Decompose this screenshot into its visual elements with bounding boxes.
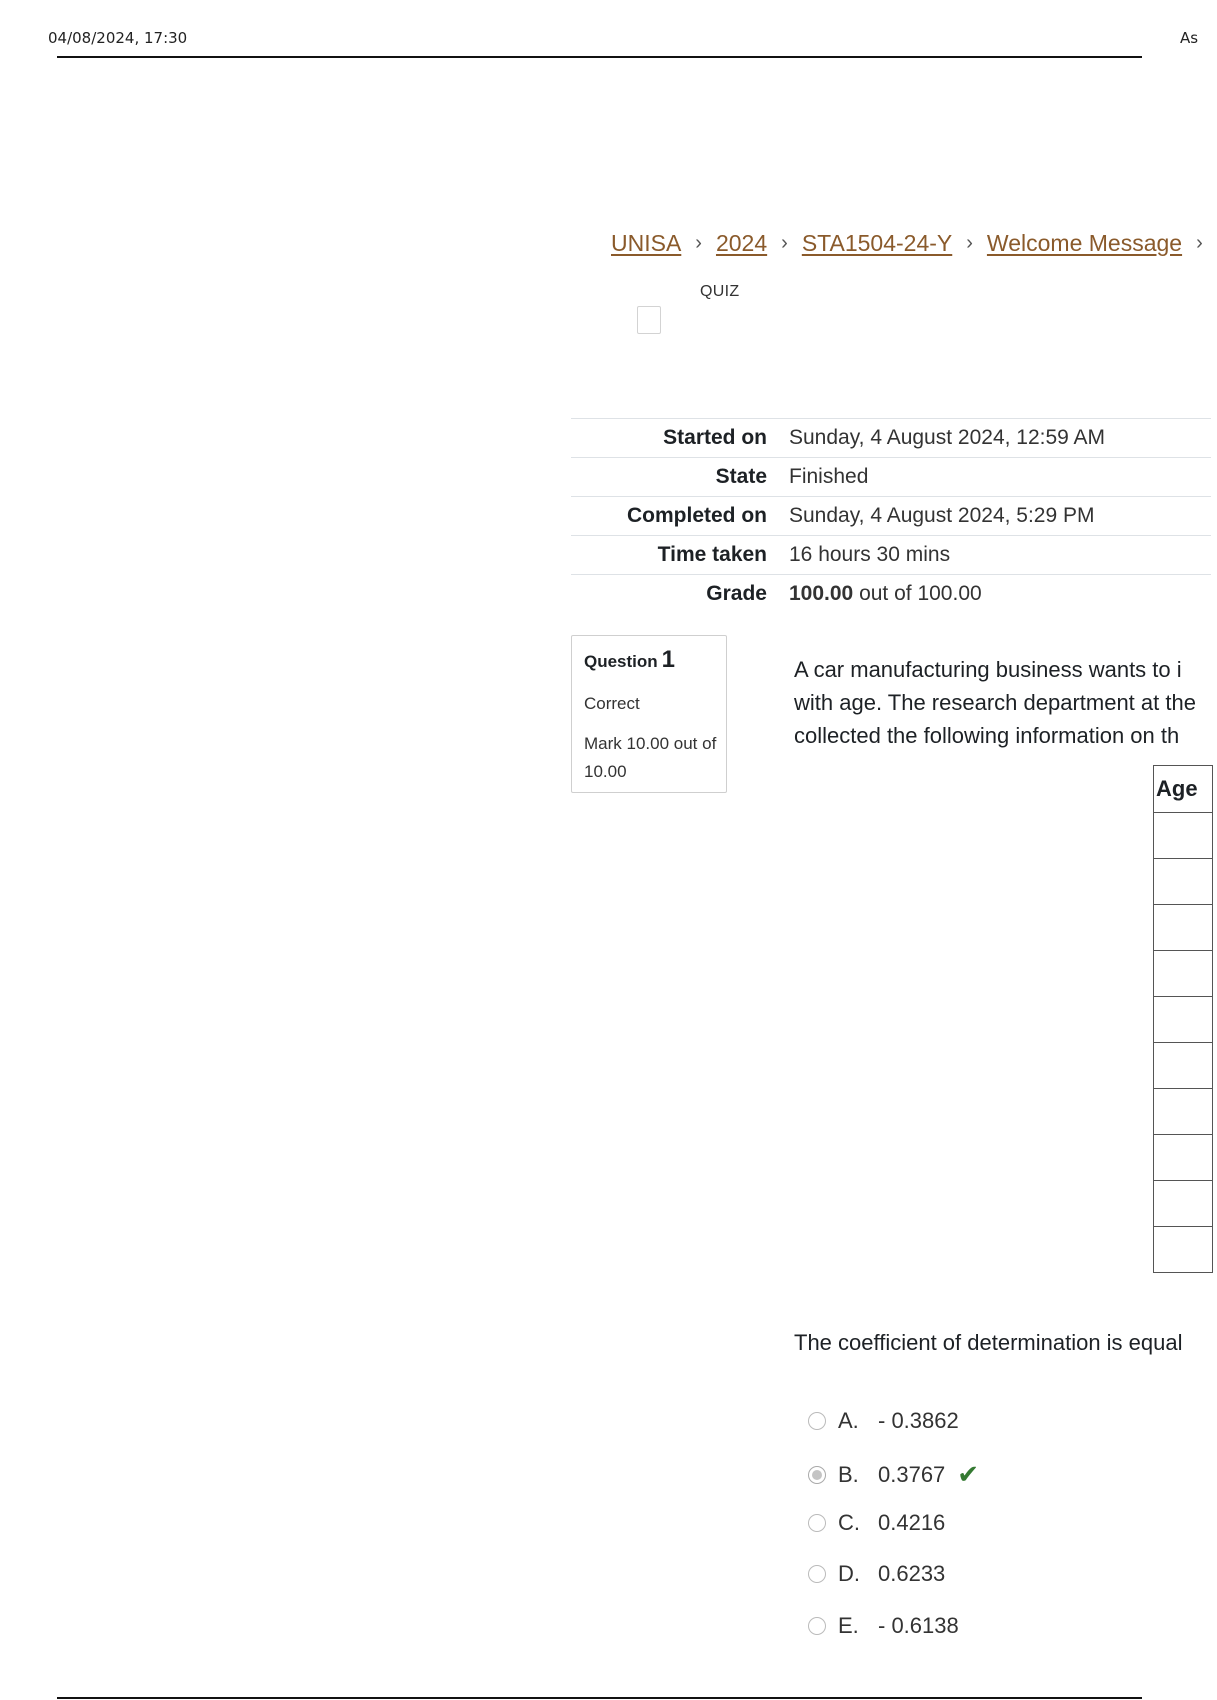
answer-value: - 0.6138: [878, 1613, 959, 1638]
answer-option-b[interactable]: [808, 1459, 979, 1490]
table-row: [1154, 1181, 1213, 1227]
question-label: Question: [584, 652, 658, 671]
answer-value: 0.4216: [878, 1510, 946, 1535]
table-row: [1154, 1135, 1213, 1181]
summary-label: Completed on: [627, 504, 767, 527]
answer-option-d[interactable]: [808, 1561, 945, 1587]
summary-value: [789, 575, 1211, 614]
table-row: [1154, 997, 1213, 1043]
summary-row-started: [571, 419, 1211, 458]
answer-value: - 0.3862: [878, 1408, 959, 1433]
radio-button[interactable]: [808, 1412, 826, 1430]
question-info-box: [571, 635, 727, 793]
footer-divider: [57, 1697, 1142, 1699]
table-row: [1154, 1089, 1213, 1135]
summary-value: Finished: [789, 465, 869, 488]
question-text-line: A car manufacturing business wants to i: [794, 657, 1182, 682]
question-text-line: collected the following information on th: [794, 723, 1180, 748]
answer-letter: E.: [838, 1613, 859, 1638]
question-text-line: with age. The research department at the: [794, 690, 1196, 715]
summary-label: State: [715, 465, 767, 488]
answer-letter: D.: [838, 1561, 860, 1586]
table-row: [1154, 951, 1213, 997]
check-icon: ✔: [957, 1459, 980, 1489]
summary-row-grade: [571, 575, 1211, 614]
breadcrumb-link-unisa[interactable]: UNISA: [611, 230, 682, 256]
table-row: [1154, 813, 1213, 859]
question-text: [794, 653, 1214, 752]
breadcrumb: [611, 230, 1217, 257]
radio-button[interactable]: [808, 1565, 826, 1583]
table-row: [1154, 859, 1213, 905]
summary-row-time-taken: [571, 536, 1211, 575]
summary-value: Sunday, 4 August 2024, 12:59 AM: [789, 426, 1106, 449]
question-mark: Mark 10.00 out of 10.00: [584, 734, 717, 781]
table-row: [1154, 1043, 1213, 1089]
header-divider: [57, 56, 1142, 58]
grade-score: 100.00: [789, 582, 854, 605]
summary-value: Sunday, 4 August 2024, 5:29 PM: [789, 504, 1095, 527]
question-number: [584, 646, 675, 674]
grade-total: out of 100.00: [853, 582, 982, 605]
print-page-title: As: [1180, 29, 1199, 47]
radio-dot: [812, 1470, 822, 1480]
table-row: [1154, 1227, 1213, 1273]
radio-button[interactable]: [808, 1617, 826, 1635]
table-row: [1154, 905, 1213, 951]
breadcrumb-link-section[interactable]: Welcome Message: [986, 230, 1183, 256]
activity-type-label: QUIZ: [700, 283, 740, 300]
question-prompt: The coefficient of determination is equal: [794, 1330, 1183, 1355]
summary-row-state: [571, 458, 1211, 497]
question-number-value: 1: [661, 646, 676, 673]
breadcrumb-link-course[interactable]: STA1504-24-Y: [801, 230, 953, 256]
quiz-icon: [637, 306, 661, 334]
attempt-summary-table: [571, 418, 1211, 613]
data-table: [1153, 765, 1213, 1273]
print-datetime: 04/08/2024, 17:30: [48, 29, 188, 47]
answer-value: 0.3767: [878, 1461, 946, 1487]
radio-button[interactable]: [808, 1514, 826, 1532]
answer-option-a[interactable]: [808, 1408, 959, 1434]
answer-option-c[interactable]: [808, 1510, 945, 1536]
chevron-right-icon: ›: [781, 232, 788, 254]
summary-label: Time taken: [657, 543, 767, 566]
answer-letter: A.: [838, 1408, 859, 1433]
chevron-right-icon: ›: [1196, 232, 1203, 254]
radio-button-selected[interactable]: [808, 1466, 826, 1484]
summary-value: 16 hours 30 mins: [789, 543, 951, 566]
answer-value: 0.6233: [878, 1561, 946, 1586]
chevron-right-icon: ›: [695, 232, 702, 254]
question-state: Correct: [584, 694, 640, 713]
answer-option-e[interactable]: [808, 1613, 959, 1639]
summary-label: Grade: [706, 582, 767, 605]
table-header-age: Age: [1154, 766, 1213, 813]
summary-label: Started on: [663, 426, 767, 449]
answer-letter: B.: [838, 1461, 859, 1487]
summary-row-completed: [571, 497, 1211, 536]
answer-letter: C.: [838, 1510, 860, 1535]
breadcrumb-link-year[interactable]: 2024: [715, 230, 768, 256]
chevron-right-icon: ›: [966, 232, 973, 254]
